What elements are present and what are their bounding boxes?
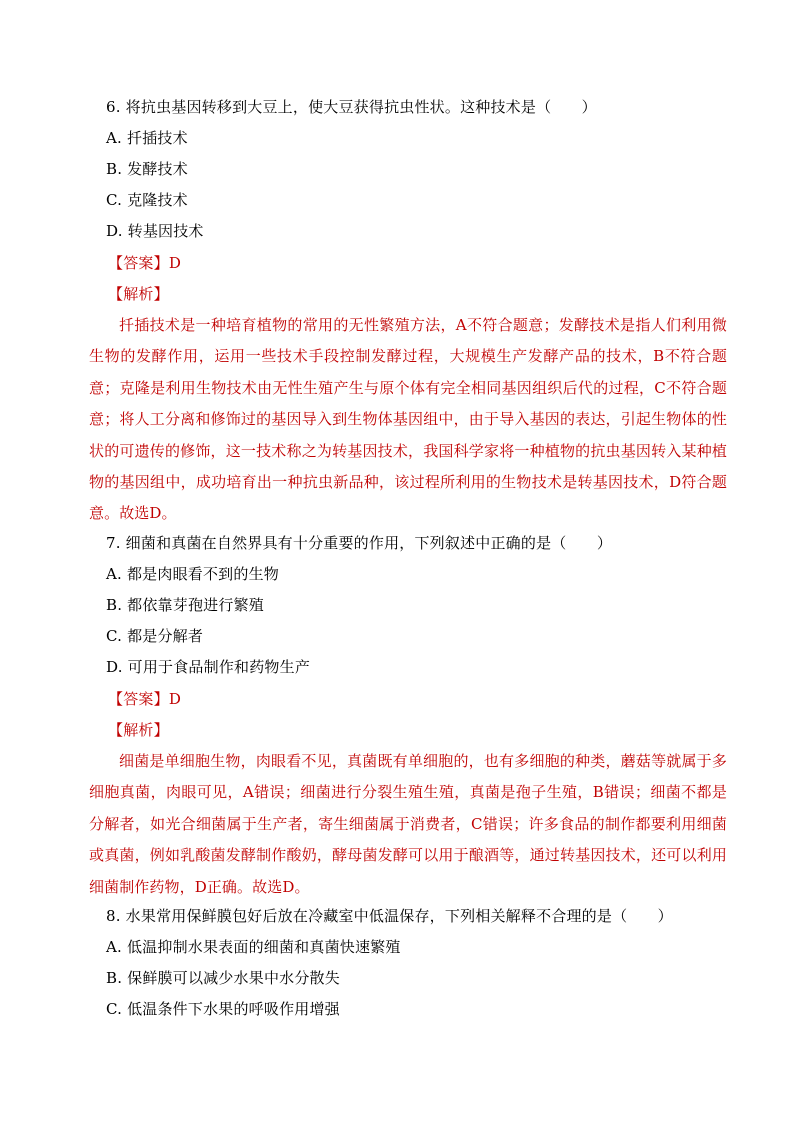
answer-value: D [168, 254, 182, 272]
question-7-analysis: 细菌是单细胞生物，肉眼看不见，真菌既有单细胞的，也有多细胞的种类，蘑菇等就属于多细胞真菌，肉眼可见，A错误；细菌进行分裂生殖生殖，真菌是孢子生殖，B错误；细菌不都是分解者，如光合细菌属于生产者，寄生细菌属于消费者，C错误；许多食品的制作都要利用细菌或真菌，例如乳酸菌发酵制作酸奶，酵母菌发酵可以用于酿酒等，通过转基因技术，还可以利用细菌制作药物，D正确。故选D。 [89, 752, 727, 896]
question-7-option-d: D. 可用于食品制作和药物生产 [106, 658, 311, 676]
question-6-option-d: D. 转基因技术 [106, 222, 204, 240]
question-8-option-c: C. 低温条件下水果的呼吸作用增强 [106, 1000, 340, 1018]
answer-label: 【答案】 [108, 254, 169, 272]
question-6-stem: 6. 将抗虫基因转移到大豆上，使大豆获得抗虫性状。这种技术是（ ） [106, 98, 597, 116]
question-6-option-b: B. 发酵技术 [106, 160, 188, 178]
question-7-analysis-label: 【解析】 [108, 721, 169, 739]
answer-value: D [168, 690, 182, 708]
question-7-option-c: C. 都是分解者 [106, 627, 204, 645]
question-8-stem: 8. 水果常用保鲜膜包好后放在冷藏室中低温保存，下列相关解释不合理的是（ ） [106, 907, 673, 925]
question-6-analysis-label: 【解析】 [108, 285, 169, 303]
answer-label: 【答案】 [108, 690, 169, 708]
question-6-option-a: A. 扦插技术 [106, 129, 188, 147]
question-7-option-b: B. 都依靠芽孢进行繁殖 [106, 596, 264, 614]
question-8-option-b: B. 保鲜膜可以减少水果中水分散失 [106, 969, 340, 987]
question-7-option-a: A. 都是肉眼看不到的生物 [106, 565, 279, 583]
question-8-option-a: A. 低温抑制水果表面的细菌和真菌快速繁殖 [106, 938, 401, 956]
question-6-answer [108, 253, 181, 273]
question-7-stem: 7. 细菌和真菌在自然界具有十分重要的作用，下列叙述中正确的是（ ） [106, 534, 613, 552]
question-6-option-c: C. 克隆技术 [106, 191, 188, 209]
question-6-analysis: 扦插技术是一种培育植物的常用的无性繁殖方法，A不符合题意；发酵技术是指人们利用微生物的发酵作用，运用一些技术手段控制发酵过程，大规模生产发酵产品的技术，B不符合题意；克隆是利用生物技术由无性生殖产生与原个体有完全相同基因组织后代的过程，C不符合题意；将人工分离和修饰过的基因导入到生物体基因组中，由于导入基因的表达，引起生物体的性状的可遗传的修饰，这一技术称之为转基因技术，我国科学家将一种植物的抗虫基因转入某种植物的基因组中，成功培育出一种抗虫新品种，该过程所利用的生物技术是转基因技术，D符合题意。故选D。 [89, 316, 727, 523]
question-7-answer [108, 689, 181, 709]
